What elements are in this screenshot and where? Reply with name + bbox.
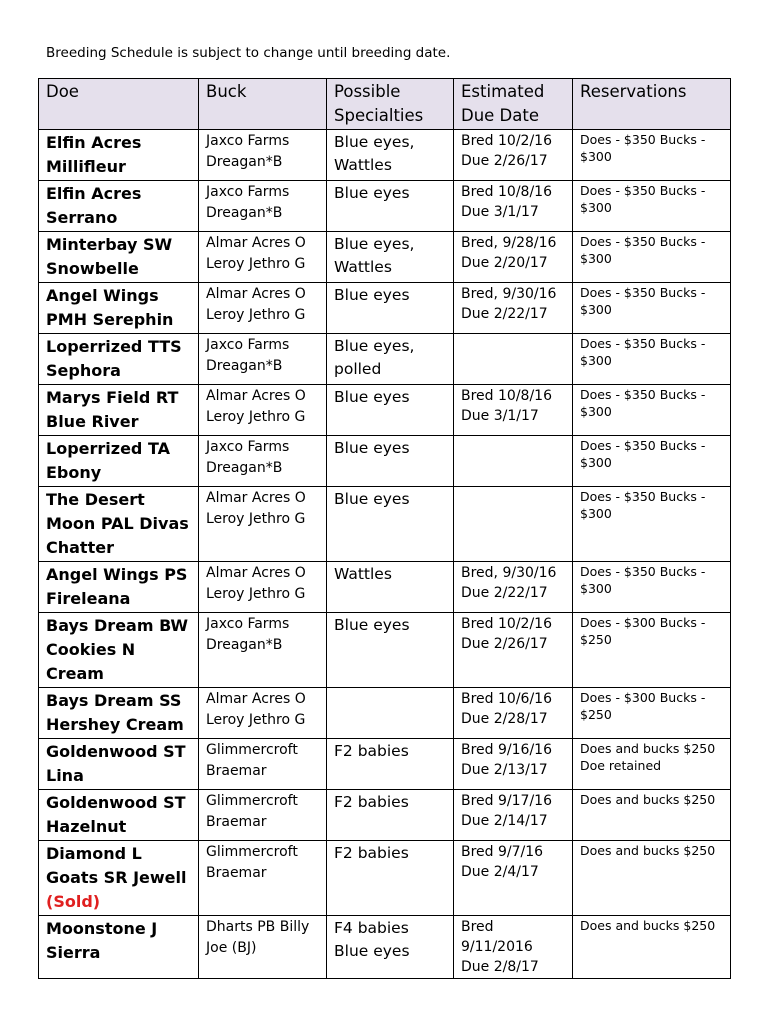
cell-line: Sephora	[46, 361, 121, 380]
reservations-cell	[573, 385, 731, 436]
cell-line: Diamond L	[46, 844, 142, 863]
cell-line: Blue eyes	[334, 184, 410, 202]
cell-line: $300	[580, 200, 612, 215]
table-row	[39, 613, 731, 688]
due-date-cell	[454, 130, 573, 181]
header-reservations: Reservations	[573, 79, 731, 130]
cell-line: Bred, 9/30/16	[461, 565, 557, 581]
cell-line: Fireleana	[46, 589, 131, 608]
cell-line: Dreagan*B	[206, 205, 283, 221]
table-row	[39, 688, 731, 739]
cell-line: Serrano	[46, 208, 118, 227]
cell-line: Bays Dream BW	[46, 616, 189, 635]
cell-line: Due 2/14/17	[461, 813, 548, 829]
cell-line: Sierra	[46, 943, 101, 962]
cell-line: Marys Field RT	[46, 388, 179, 407]
specialties-cell	[327, 436, 454, 487]
cell-line: Leroy Jethro G	[206, 256, 306, 272]
cell-line: Elfin Acres	[46, 133, 142, 152]
table-row	[39, 739, 731, 790]
cell-line: Millifleur	[46, 157, 126, 176]
cell-line: Blue eyes,	[334, 337, 415, 355]
cell-line: Braemar	[206, 814, 267, 830]
cell-line: Bred 9/17/16	[461, 793, 552, 809]
due-date-cell	[454, 436, 573, 487]
cell-line: Blue River	[46, 412, 139, 431]
table-row	[39, 232, 731, 283]
cell-line: Leroy Jethro G	[206, 712, 306, 728]
cell-line: Bred 10/8/16	[461, 388, 552, 404]
cell-line: Due 2/22/17	[461, 585, 548, 601]
specialties-cell	[327, 385, 454, 436]
cell-line: Does and bucks $250	[580, 843, 716, 858]
cell-line: Jaxco Farms	[206, 616, 290, 632]
cell-line: Does - $350 Bucks -	[580, 438, 706, 453]
reservations-cell	[573, 436, 731, 487]
cell-line: F2 babies	[334, 742, 409, 760]
buck-cell	[199, 790, 327, 841]
cell-line: Almar Acres O	[206, 286, 306, 302]
cell-line: Bred, 9/28/16	[461, 235, 557, 251]
due-date-cell	[454, 562, 573, 613]
cell-line: $300	[580, 302, 612, 317]
cell-line: Does - $350 Bucks -	[580, 183, 706, 198]
cell-line: F4 babies	[334, 919, 409, 937]
cell-line: Cookies N	[46, 640, 136, 659]
specialties-cell	[327, 739, 454, 790]
cell-line: Snowbelle	[46, 259, 139, 278]
buck-cell	[199, 739, 327, 790]
cell-line: $300	[580, 251, 612, 266]
reservations-cell	[573, 562, 731, 613]
cell-line: Due 2/20/17	[461, 255, 548, 271]
reservations-cell	[573, 130, 731, 181]
cell-line: The Desert	[46, 490, 145, 509]
doe-cell	[39, 688, 199, 739]
cell-line: Leroy Jethro G	[206, 586, 306, 602]
cell-line: Jaxco Farms	[206, 133, 290, 149]
cell-line: Does - $350 Bucks -	[580, 132, 706, 147]
cell-line: Lina	[46, 766, 84, 785]
specialties-cell	[327, 613, 454, 688]
cell-line: Jaxco Farms	[206, 184, 290, 200]
cell-line: Due 2/22/17	[461, 306, 548, 322]
cell-line: Dharts PB Billy	[206, 919, 310, 935]
cell-line: Glimmercroft	[206, 742, 298, 758]
due-date-cell	[454, 916, 573, 979]
table-row	[39, 487, 731, 562]
cell-line: $250	[580, 707, 612, 722]
cell-line: Jaxco Farms	[206, 439, 290, 455]
cell-line: Does and bucks $250	[580, 741, 716, 756]
cell-line: Goldenwood ST	[46, 742, 186, 761]
table-row	[39, 181, 731, 232]
cell-line: $300	[580, 404, 612, 419]
due-date-cell	[454, 739, 573, 790]
table-row	[39, 283, 731, 334]
doe-cell	[39, 487, 199, 562]
doe-cell	[39, 436, 199, 487]
table-row	[39, 916, 731, 979]
cell-line: Due 2/8/17	[461, 959, 539, 975]
cell-line: Braemar	[206, 865, 267, 881]
cell-line: Blue eyes	[334, 286, 410, 304]
cell-line: Does - $350 Bucks -	[580, 564, 706, 579]
due-date-cell	[454, 232, 573, 283]
cell-line: Wattles	[334, 258, 392, 276]
buck-cell	[199, 688, 327, 739]
cell-line: Dreagan*B	[206, 358, 283, 374]
cell-line: Bred 10/2/16	[461, 616, 552, 632]
due-date-cell	[454, 283, 573, 334]
specialties-cell	[327, 841, 454, 916]
doe-cell	[39, 181, 199, 232]
cell-line: Does - $350 Bucks -	[580, 234, 706, 249]
cell-line: Does - $350 Bucks -	[580, 387, 706, 402]
cell-line: Leroy Jethro G	[206, 307, 306, 323]
cell-line: Due 3/1/17	[461, 204, 539, 220]
cell-line: F2 babies	[334, 793, 409, 811]
due-date-cell	[454, 688, 573, 739]
cell-line: Bred	[461, 919, 494, 935]
buck-cell	[199, 562, 327, 613]
cell-line: Angel Wings PS	[46, 565, 188, 584]
cell-line: Bred 10/6/16	[461, 691, 552, 707]
due-date-cell	[454, 790, 573, 841]
cell-line: Dreagan*B	[206, 154, 283, 170]
cell-line: Moonstone J	[46, 919, 158, 938]
cell-line: F2 babies	[334, 844, 409, 862]
cell-line: Does - $300 Bucks -	[580, 690, 706, 705]
due-date-cell	[454, 613, 573, 688]
cell-line: $300	[580, 581, 612, 596]
cell-line: Due 3/1/17	[461, 408, 539, 424]
cell-line: Glimmercroft	[206, 793, 298, 809]
table-row	[39, 385, 731, 436]
cell-line: Hazelnut	[46, 817, 127, 836]
doe-cell	[39, 385, 199, 436]
reservations-cell	[573, 916, 731, 979]
cell-line: Leroy Jethro G	[206, 409, 306, 425]
cell-line: Does - $300 Bucks -	[580, 615, 706, 630]
specialties-cell	[327, 181, 454, 232]
table-row	[39, 841, 731, 916]
cell-line: Wattles	[334, 565, 392, 583]
cell-line: Due 2/26/17	[461, 153, 548, 169]
cell-line: Bred 9/16/16	[461, 742, 552, 758]
cell-line: Due 2/26/17	[461, 636, 548, 652]
cell-line: Does - $350 Bucks -	[580, 336, 706, 351]
cell-line: Hershey Cream	[46, 715, 184, 734]
specialties-cell	[327, 130, 454, 181]
cell-line: Due 2/13/17	[461, 762, 548, 778]
cell-line: Does - $350 Bucks -	[580, 285, 706, 300]
cell-line: Almar Acres O	[206, 388, 306, 404]
cell-line: Almar Acres O	[206, 565, 306, 581]
reservations-cell	[573, 181, 731, 232]
cell-line: $250	[580, 632, 612, 647]
cell-line: PMH Serephin	[46, 310, 174, 329]
cell-line: Almar Acres O	[206, 691, 306, 707]
cell-line: $300	[580, 149, 612, 164]
cell-line: Bred 9/7/16	[461, 844, 544, 860]
doe-cell	[39, 841, 199, 916]
cell-line: Does and bucks $250	[580, 792, 716, 807]
doe-cell	[39, 130, 199, 181]
cell-line: Blue eyes,	[334, 235, 415, 253]
buck-cell	[199, 181, 327, 232]
cell-line: Minterbay SW	[46, 235, 173, 254]
reservations-cell	[573, 487, 731, 562]
table-row	[39, 562, 731, 613]
doe-cell	[39, 739, 199, 790]
buck-cell	[199, 613, 327, 688]
cell-line: Braemar	[206, 763, 267, 779]
buck-cell	[199, 232, 327, 283]
cell-line: Due 2/28/17	[461, 711, 548, 727]
cell-line: Dreagan*B	[206, 637, 283, 653]
reservations-cell	[573, 739, 731, 790]
due-date-cell	[454, 385, 573, 436]
specialties-cell	[327, 334, 454, 385]
cell-line: Blue eyes	[334, 439, 410, 457]
buck-cell	[199, 130, 327, 181]
cell-line: Blue eyes	[334, 616, 410, 634]
reservations-cell	[573, 841, 731, 916]
cell-line: Dreagan*B	[206, 460, 283, 476]
cell-line: Ebony	[46, 463, 102, 482]
schedule-note: Breeding Schedule is subject to change until breeding date.	[46, 45, 451, 61]
buck-cell	[199, 916, 327, 979]
doe-cell	[39, 562, 199, 613]
due-date-cell	[454, 841, 573, 916]
cell-line: 9/11/2016	[461, 939, 533, 955]
specialties-cell	[327, 688, 454, 739]
reservations-cell	[573, 688, 731, 739]
buck-cell	[199, 487, 327, 562]
cell-line: Does - $350 Bucks -	[580, 489, 706, 504]
cell-line: Bays Dream SS	[46, 691, 182, 710]
reservations-cell	[573, 283, 731, 334]
cell-line: Elfin Acres	[46, 184, 142, 203]
table-row	[39, 790, 731, 841]
cell-line: Joe (BJ)	[206, 940, 257, 956]
cell-line: Cream	[46, 664, 104, 683]
cell-line: Doe retained	[580, 758, 662, 773]
cell-line: Loperrized TA	[46, 439, 170, 458]
header-due-date: Estimated Due Date	[454, 79, 573, 130]
reservations-cell	[573, 790, 731, 841]
cell-line: Goldenwood ST	[46, 793, 186, 812]
cell-line: Almar Acres O	[206, 235, 306, 251]
specialties-cell	[327, 232, 454, 283]
doe-cell	[39, 232, 199, 283]
buck-cell	[199, 334, 327, 385]
due-date-cell	[454, 487, 573, 562]
breeding-schedule-table	[38, 78, 731, 979]
specialties-cell	[327, 283, 454, 334]
reservations-cell	[573, 334, 731, 385]
cell-line: Loperrized TTS	[46, 337, 182, 356]
header-buck: Buck	[199, 79, 327, 130]
cell-line: Bred 10/8/16	[461, 184, 552, 200]
header-specialties: Possible Specialties	[327, 79, 454, 130]
cell-line: $300	[580, 506, 612, 521]
specialties-cell	[327, 916, 454, 979]
buck-cell	[199, 841, 327, 916]
doe-cell	[39, 916, 199, 979]
cell-line: Leroy Jethro G	[206, 511, 306, 527]
cell-line: Blue eyes,	[334, 133, 415, 151]
doe-cell	[39, 283, 199, 334]
specialties-cell	[327, 487, 454, 562]
sold-label: (Sold)	[46, 892, 101, 911]
cell-line: Does and bucks $250	[580, 918, 716, 933]
cell-line: $300	[580, 455, 612, 470]
table-row	[39, 130, 731, 181]
cell-line: Glimmercroft	[206, 844, 298, 860]
table-row	[39, 334, 731, 385]
cell-line: Chatter	[46, 538, 114, 557]
cell-line: Jaxco Farms	[206, 337, 290, 353]
cell-line: Goats SR Jewell	[46, 868, 187, 887]
cell-line: Bred, 9/30/16	[461, 286, 557, 302]
cell-line: Bred 10/2/16	[461, 133, 552, 149]
doe-cell	[39, 613, 199, 688]
reservations-cell	[573, 613, 731, 688]
cell-line: Angel Wings	[46, 286, 159, 305]
cell-line: Blue eyes	[334, 490, 410, 508]
cell-line: $300	[580, 353, 612, 368]
table-header-row	[39, 79, 731, 130]
table-body	[39, 130, 731, 979]
due-date-cell	[454, 334, 573, 385]
header-doe: Doe	[39, 79, 199, 130]
buck-cell	[199, 436, 327, 487]
cell-line: polled	[334, 360, 382, 378]
due-date-cell	[454, 181, 573, 232]
cell-line: Almar Acres O	[206, 490, 306, 506]
cell-line: Due 2/4/17	[461, 864, 539, 880]
specialties-cell	[327, 562, 454, 613]
cell-line: Moon PAL Divas	[46, 514, 189, 533]
doe-cell	[39, 334, 199, 385]
doe-cell	[39, 790, 199, 841]
specialties-cell	[327, 790, 454, 841]
buck-cell	[199, 283, 327, 334]
cell-line: Wattles	[334, 156, 392, 174]
table-row	[39, 436, 731, 487]
cell-line: Blue eyes	[334, 942, 410, 960]
buck-cell	[199, 385, 327, 436]
reservations-cell	[573, 232, 731, 283]
cell-line: Blue eyes	[334, 388, 410, 406]
